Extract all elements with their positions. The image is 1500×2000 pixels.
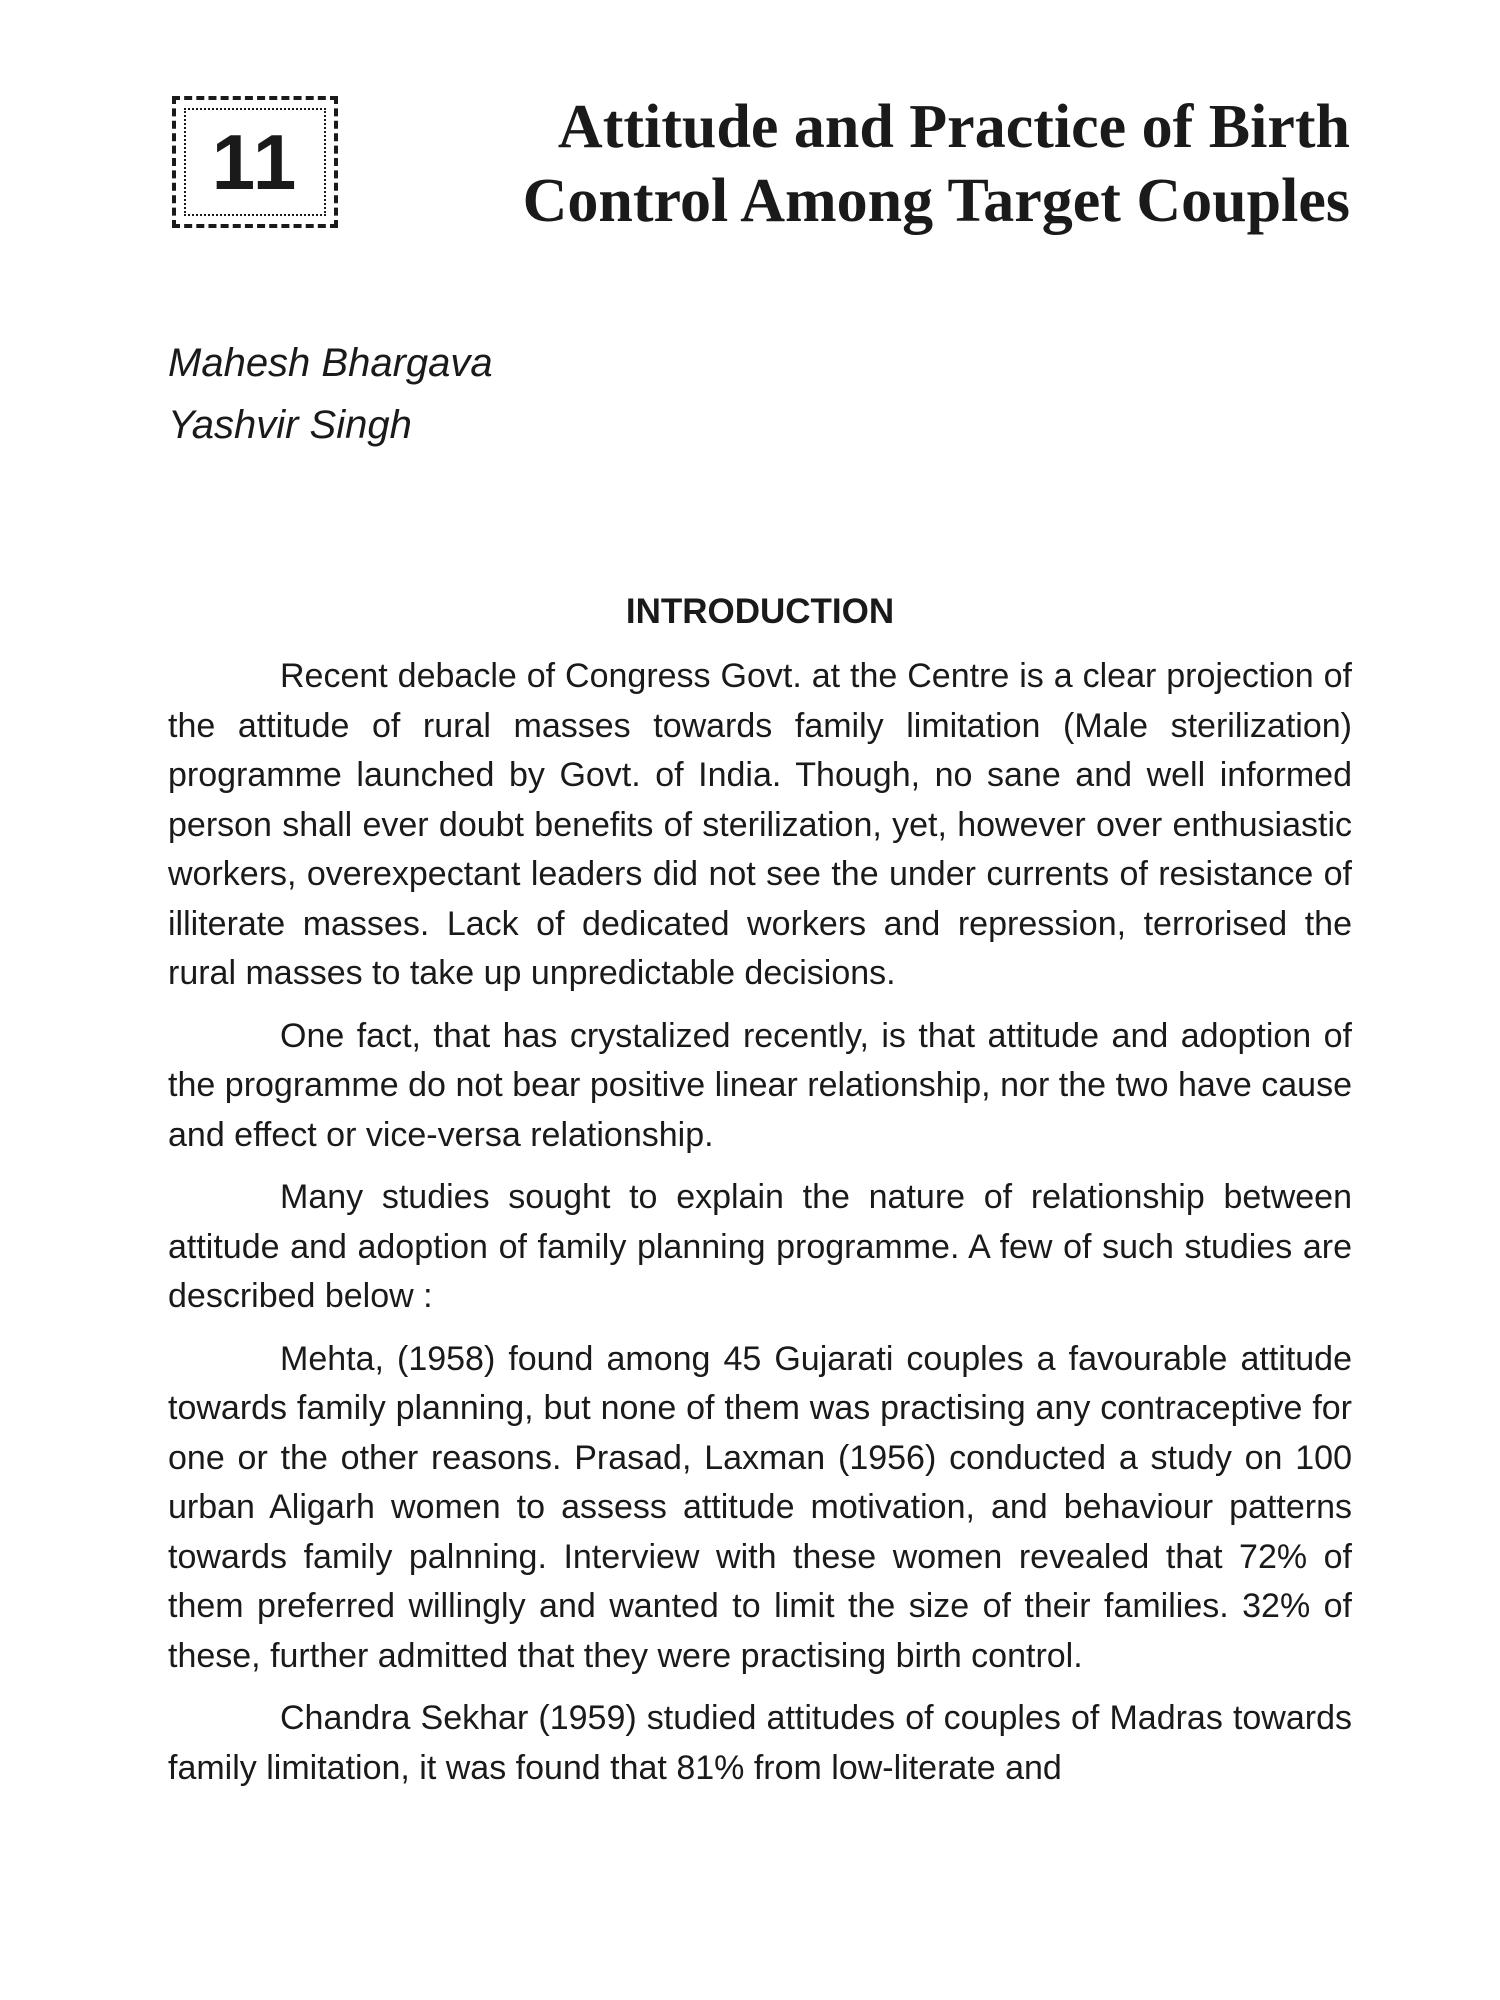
chapter-title-line-1: Attitude and Practice of Birth [557, 93, 1350, 161]
author-name: Mahesh Bhargava [168, 341, 493, 385]
chapter-number: 11 [211, 118, 299, 206]
chapter-title-line-2: Control Among Target Couples [522, 167, 1350, 235]
paragraph: One fact, that has crystalized recently, is that attitude and adoption of the programme do not bear positive linear relationship, nor the two have cause and effect or vice-versa relationship. [168, 1016, 1352, 1154]
paragraph: Many studies sought to explain the nature of relationship between attitude and adoption of family planning programme. A few of such studies are described below : [168, 1178, 1352, 1315]
chapter-number-box [172, 96, 338, 228]
author-name: Yashvir Singh [168, 403, 412, 447]
body-text [168, 652, 1352, 1806]
paragraph: Chandra Sekhar (1959) studied attitudes of couples of Madras towards family limitation, it was found that 81% from low-literate and [168, 1699, 1352, 1787]
chapter-title [420, 90, 1350, 238]
author-list [168, 332, 493, 456]
paragraph: Recent debacle of Congress Govt. at the Centre is a clear projection of the attitude of rural masses towards family limitation (Male sterilization) programme launched by Govt. of India. Though, no sane and well informed person shall ever doubt benefits of sterilization, yet, however over enthusiastic workers, overexpectant leaders did not see the under currents of resistance of illiterate masses. Lack of dedicated workers and repression, terrorised the rural masses to take up unpredictable decisions. [168, 657, 1352, 992]
section-heading: INTRODUCTION [625, 592, 895, 631]
paragraph: Mehta, (1958) found among 45 Gujarati couples a favourable attitude towards family planning, but none of them was practising any contraceptive for one or the other reasons. Prasad, Laxman (1956) conducted a study on 100 urban Aligarh women to assess attitude motivation, and behaviour patterns towards family palnning. Interview with these women revealed that 72% of them preferred willingly and wanted to limit the size of their families. 32% of these, further admitted that they were practising birth control. [168, 1339, 1352, 1675]
